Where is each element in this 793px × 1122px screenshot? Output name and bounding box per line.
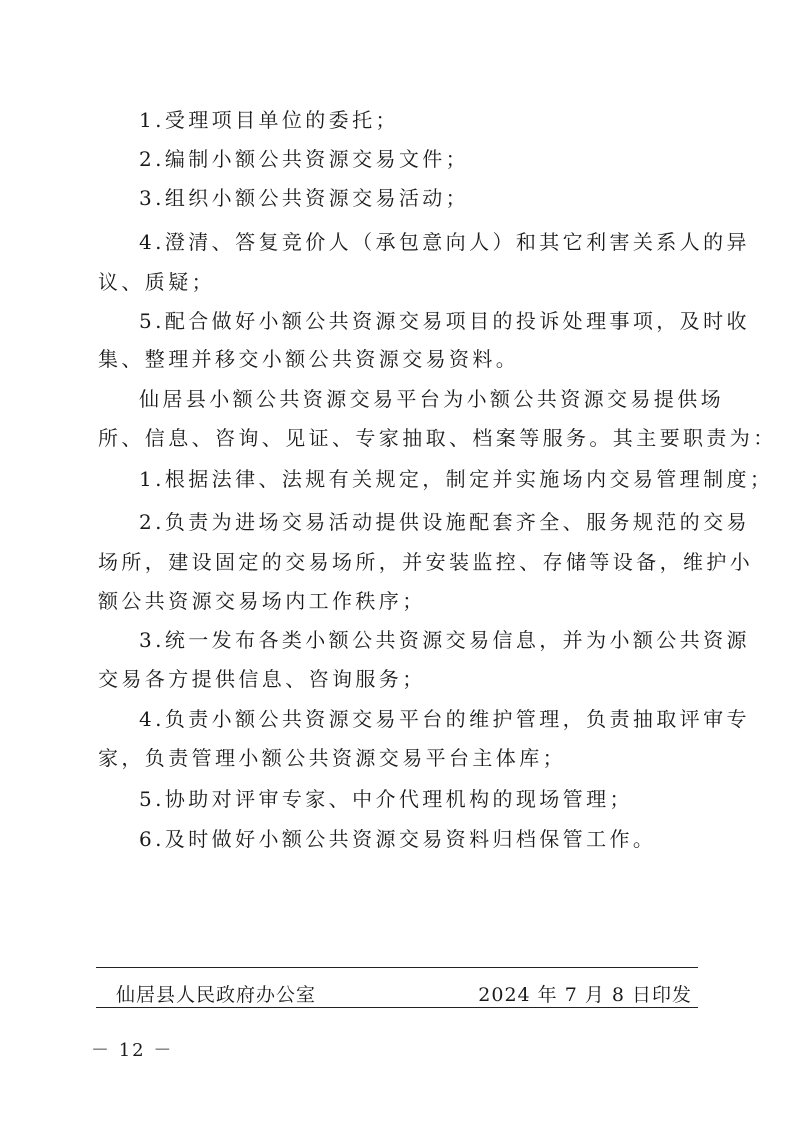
list-item-clarify-objections-cont: 议、质疑； (98, 270, 215, 294)
footer-top-rule (96, 967, 698, 968)
list-item-organize-activities: 3.组织小额公共资源交易活动； (139, 186, 470, 210)
duty-item-2-cont-2: 额公共资源交易场内工作秩序； (98, 589, 426, 613)
duty-item-2: 2.负责为进场交易活动提供设施配套齐全、服务规范的交易 (139, 510, 750, 534)
duty-item-2-cont-1: 场所，建设固定的交易场所，并安装监控、存储等设备，维护小 (98, 550, 754, 574)
list-item-clarify-objections: 4.澄清、答复竞价人（承包意向人）和其它利害关系人的异 (139, 230, 750, 254)
duty-item-4: 4.负责小额公共资源交易平台的维护管理，负责抽取评审专 (139, 707, 750, 731)
duty-item-3-cont: 交易各方提供信息、咨询服务； (98, 667, 426, 691)
duty-item-5: 5.协助对评审专家、中介代理机构的现场管理； (139, 787, 633, 811)
page-number: － 12 － (91, 1040, 174, 1061)
list-item-compile-documents: 2.编制小额公共资源交易文件； (139, 147, 470, 171)
platform-intro-paragraph: 仙居县小额公共资源交易平台为小额公共资源交易提供场 (139, 387, 724, 411)
duty-item-3: 3.统一发布各类小额公共资源交易信息，并为小额公共资源 (139, 628, 750, 652)
list-item-complaints: 5.配合做好小额公共资源交易项目的投诉处理事项，及时收 (139, 309, 750, 333)
list-item-complaints-cont: 集、整理并移交小额公共资源交易资料。 (98, 347, 520, 371)
duty-item-1: 1.根据法律、法规有关规定，制定并实施场内交易管理制度； (139, 467, 774, 491)
footer-bottom-rule (96, 1007, 698, 1008)
issue-date: 2024 年 7 月 8 日印发 (478, 984, 692, 1006)
list-item-accept-entrust: 1.受理项目单位的委托； (139, 108, 399, 132)
platform-intro-paragraph-cont: 所、信息、咨询、见证、专家抽取、档案等服务。其主要职责为： (98, 426, 777, 450)
issuer-name: 仙居县人民政府办公室 (116, 984, 317, 1006)
duty-item-6: 6.及时做好小额公共资源交易资料归档保管工作。 (139, 827, 657, 851)
duty-item-4-cont: 家，负责管理小额公共资源交易平台主体库； (98, 746, 566, 770)
